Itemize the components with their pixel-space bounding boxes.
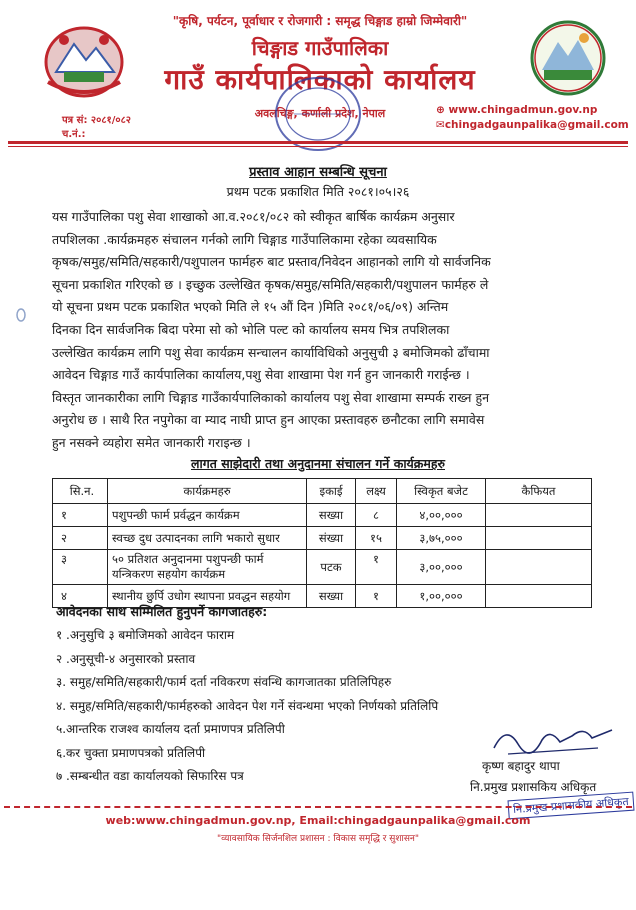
list-item: ६.कर चुक्ता प्रमाणपत्रको प्रतिलिपी	[56, 745, 206, 760]
list-item: ७ .सम्बन्धीत वडा कार्यालयको सिफारिस पत्र	[56, 769, 244, 783]
table-title: लागत साझेदारी तथा अनुदानमा संचालन गर्ने कार्यक्रमहरु	[191, 456, 445, 471]
letter-ref-no: पत्र सं: २०८१/०८२	[62, 115, 131, 126]
row-target: ८	[356, 504, 397, 527]
notice-paragraph: यस गाउँपालिका पशु सेवा शाखाको आ.व.२०८१/०८२ को स्वीकृत बार्षिक कार्यक्रम अनुसार तपशिलका .कार्यक्रमहरु संचालन गर्नको लागि चिङ्गाड गाउँपालिकामा रहेका व्यवसायिक कृषक/समुह/समिति/सहकारी/पशुपालन फार्महरु बाट प्रस्ताव/निवेदन आहानको लागि यो सार्वजनिक सूचना प्रकाशित गरिएको छ । इच्छुक उल्लेखित कृषक/समुह/समिति/सहकारी/पशुपालन फार्महरु ले यो सूचना प्रथम पटक प्रकाशित भएको मिति ले १५ औं दिन )मिति २०८१/०६/०९) अन्तिम दिनका दिन सार्वजनिक बिदा परेमा सो को भोलि पल्ट को कार्यालय समय भित्र तपशिलका उल्लेखित कार्यक्रम लागि पशु सेवा कार्यक्रम सन्चालन कार्याविधिको अनुसुची ३ बमोजिमको ढाँचामा आवेदन चिङ्गाड गाउँ कार्यपालिका कार्यालय,पशु सेवा शाखामा पेश गर्न हुन जानकारी गराईन्छ । विस्तृत जानकारीका लागि चिङ्गाड गाउँकार्यपालिकाको कार्यालय पशु सेवा शाखामा सम्पर्क राख्न हुन अनुरोध छ । साथै रित नपुगेका वा म्याद नाघी प्राप्त हुन आएका प्रस्तावहरु छनौटका लागि समावेस हुन नसक्ने व्यहोरा समेत जानकारी गराइन्छ ।	[52, 209, 491, 450]
header-remark: कैफियत	[486, 479, 592, 504]
handwritten-signature	[488, 718, 618, 762]
row-sn: ४	[53, 585, 108, 608]
letterhead-email	[436, 119, 629, 131]
row-unit: पटक	[307, 550, 356, 585]
table-header-row	[53, 479, 592, 504]
programs-table	[52, 478, 592, 608]
row-target: १	[356, 585, 397, 608]
letterhead-motto: "कृषि, पर्यटन, पूर्वाधार र रोजगारी : समृद्ध चिङ्गाड हाम्रो जिम्मेवारी"	[172, 14, 468, 28]
list-item: १ .अनुसुचि ३ बमोजिमको आवेदन फाराम	[56, 628, 235, 642]
footer-contact: web:www.chingadmun.gov.np, Email:chingadgaunpalika@gmail.com	[105, 814, 531, 827]
list-item: २ .अनुसूची-४ अनुसारको प्रस्ताव	[56, 651, 196, 666]
row-budget: ४,००,०००	[397, 504, 486, 527]
municipality-name: चिङ्गाड गाउँपालिका	[251, 36, 389, 60]
signatory-stamp: नि.प्रमुख प्रशासकीय अधिकृत	[507, 792, 634, 820]
letterhead-website: ⊕ www.chingadmun.gov.np	[436, 104, 598, 116]
letterhead-email-text: chingadgaunpalika@gmail.com	[444, 119, 629, 131]
header-target: लक्ष्य	[356, 479, 397, 504]
list-item: ३. समुह/समिति/सहकारी/फार्म दर्ता नविकरण संवन्धि कागजातका प्रतिलिपिहरु	[56, 675, 392, 689]
row-sn: २	[53, 527, 108, 550]
table-row	[53, 550, 592, 585]
signatory-name: कृष्ण बहादुर थापा	[482, 759, 560, 773]
row-program: ५० प्रतिशत अनुदानमा पशुपन्छी फार्म यन्त्रिकरण सहयोग कार्यक्रम	[108, 550, 307, 585]
office-address: अवलचिङ्ग, कर्णाली प्रदेश, नेपाल	[254, 107, 386, 120]
row-target: १	[356, 550, 397, 585]
row-unit: संख्या	[307, 527, 356, 550]
row-remark	[486, 527, 592, 550]
row-program: पशुपन्छी फार्म प्रर्वद्धन कार्यक्रम	[108, 504, 307, 527]
table-row	[53, 504, 592, 527]
row-remark	[486, 585, 592, 608]
signatory-title: नि.प्रमुख प्रशासकिय अधिकृत	[470, 780, 597, 794]
table-row	[53, 527, 592, 550]
row-program: स्थानीय छुर्पि उधोग स्थापना प्रवद्धन सहयोग	[108, 585, 307, 608]
header-unit: इकाई	[307, 479, 356, 504]
row-sn: ३	[53, 550, 108, 585]
punch-mark-icon	[16, 308, 26, 322]
row-budget: ३,००,०००	[397, 550, 486, 585]
municipality-logo-icon	[528, 18, 608, 98]
letterhead-divider-thin	[8, 146, 628, 147]
footer-divider	[4, 806, 632, 808]
row-program: स्वच्छ दुध उत्पादनका लागि भकारो सुधार	[108, 527, 307, 550]
dispatch-no: च.नं.:	[62, 129, 86, 140]
list-item: ५.आन्तरिक राजश्व कार्यालय दर्ता प्रमाणपत्र प्रतिलिपी	[56, 722, 285, 736]
email-icon: ✉	[436, 119, 445, 131]
header-budget: स्विकृत बजेट	[397, 479, 486, 504]
row-remark	[486, 550, 592, 585]
row-remark	[486, 504, 592, 527]
office-name: गाउँ कार्यपालिकाको कार्यालय	[164, 63, 476, 96]
notice-title: प्रस्ताव आहान सम्बन्धि सूचना	[249, 165, 387, 180]
footer-motto: "व्यावसायिक सिर्जनशिल प्रशासन : विकास समृद्धि र सुशासन"	[216, 834, 420, 844]
list-item: ४. समुह/समिति/सहकारी/फार्महरुको आवेदन पेश गर्ने संवन्धमा भएको निर्णयको प्रतिलिपि	[56, 698, 439, 713]
row-budget: ३,७५,०००	[397, 527, 486, 550]
row-unit: सख्या	[307, 585, 356, 608]
row-budget: १,००,०००	[397, 585, 486, 608]
publish-date: प्रथम पटक प्रकाशित मिति २०८१।०५।२६	[226, 184, 410, 199]
row-target: १५	[356, 527, 397, 550]
header-program: कार्यक्रमहरु	[108, 479, 307, 504]
nepal-government-emblem-icon	[34, 22, 134, 100]
header-sn: सि.न.	[53, 479, 108, 504]
reference-numbers	[62, 114, 131, 142]
documents-title: आवेदनका साथ सम्मिलित हुनुपर्ने कागजातहरु:	[56, 604, 268, 619]
row-unit: सख्या	[307, 504, 356, 527]
row-sn: १	[53, 504, 108, 527]
letterhead-divider	[8, 141, 628, 144]
